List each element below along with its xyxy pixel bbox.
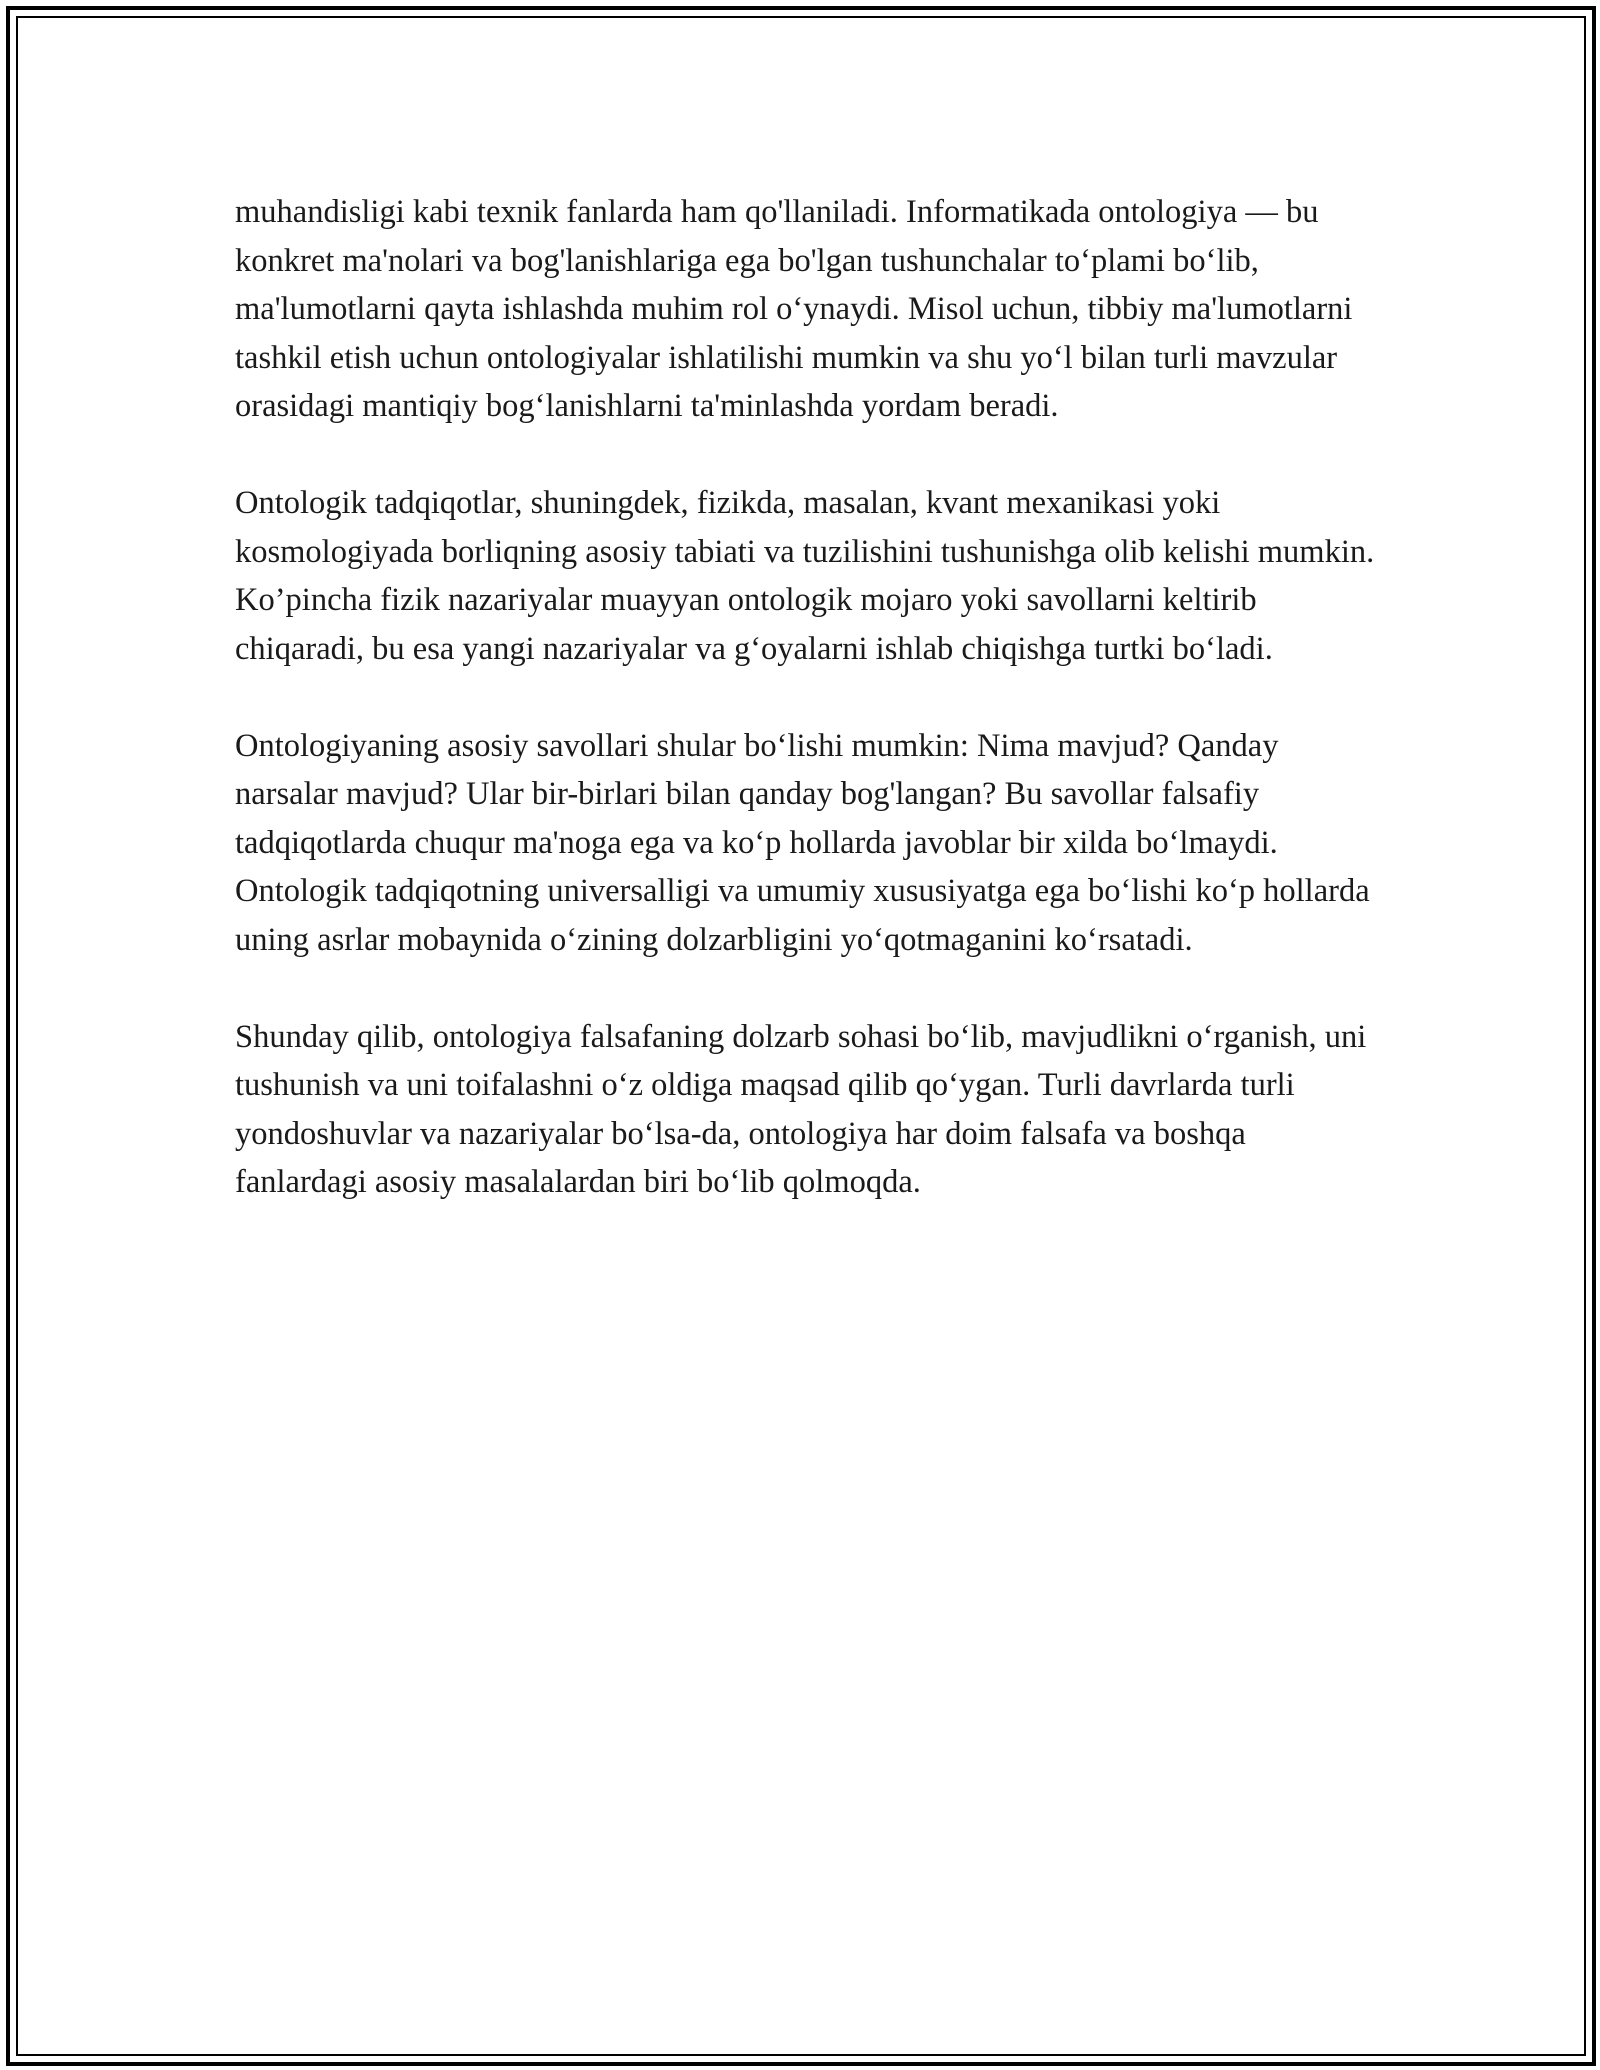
document-body	[235, 188, 1375, 1255]
paragraph-4: Shunday qilib, ontologiya falsafaning dolzarb sohasi bo‘lib, mavjudlikni o‘rganish, uni tushunish va uni toifalashni o‘z oldiga maqsad qilib qo‘ygan. Turli davrlarda turli yondoshuvlar va nazariyalar bo‘lsa-da, ontologiya har doim falsafa va boshqa fanlardagi asosiy masalalardan biri bo‘lib qolmoqda.	[235, 1018, 1367, 1200]
paragraph-3: Ontologiyaning asosiy savollari shular bo‘lishi mumkin: Nima mavjud? Qanday narsalar mavjud? Ular bir-birlari bilan qanday bog'langan? Bu savollar falsafiy tadqiqotlarda chuqur ma'noga ega va ko‘p hollarda javoblar bir xilda bo‘lmaydi. Ontologik tadqiqotning universalligi va umumiy xususiyatga ega bo‘lishi ko‘p hollarda uning asrlar mobaynida o‘zining dolzarbligini yo‘qotmaganini ko‘rsatadi.	[235, 727, 1370, 958]
paragraph-1: muhandisligi kabi texnik fanlarda ham qo'llaniladi. Informatikada ontologiya — bu konkret ma'nolari va bog'lanishlariga ega bo'lgan tushunchalar to‘plami bo‘lib, ma'lumotlarni qayta ishlashda muhim rol o‘ynaydi. Misol uchun, tibbiy ma'lumotlarni tashkil etish uchun ontologiyalar ishlatilishi mumkin va shu yo‘l bilan turli mavzular orasidagi mantiqiy bog‘lanishlarni ta'minlashda yordam beradi.	[235, 194, 1353, 424]
paragraph-2: Ontologik tadqiqotlar, shuningdek, fizikda, masalan, kvant mexanikasi yoki kosmologiyada borliqning asosiy tabiati va tuzilishini tushunishga olib kelishi mumkin. Ko’pincha fizik nazariyalar muayyan ontologik mojaro yoki savollarni keltirib chiqaradi, bu esa yangi nazariyalar va g‘oyalarni ishlab chiqishga turtki bo‘ladi.	[235, 485, 1375, 667]
